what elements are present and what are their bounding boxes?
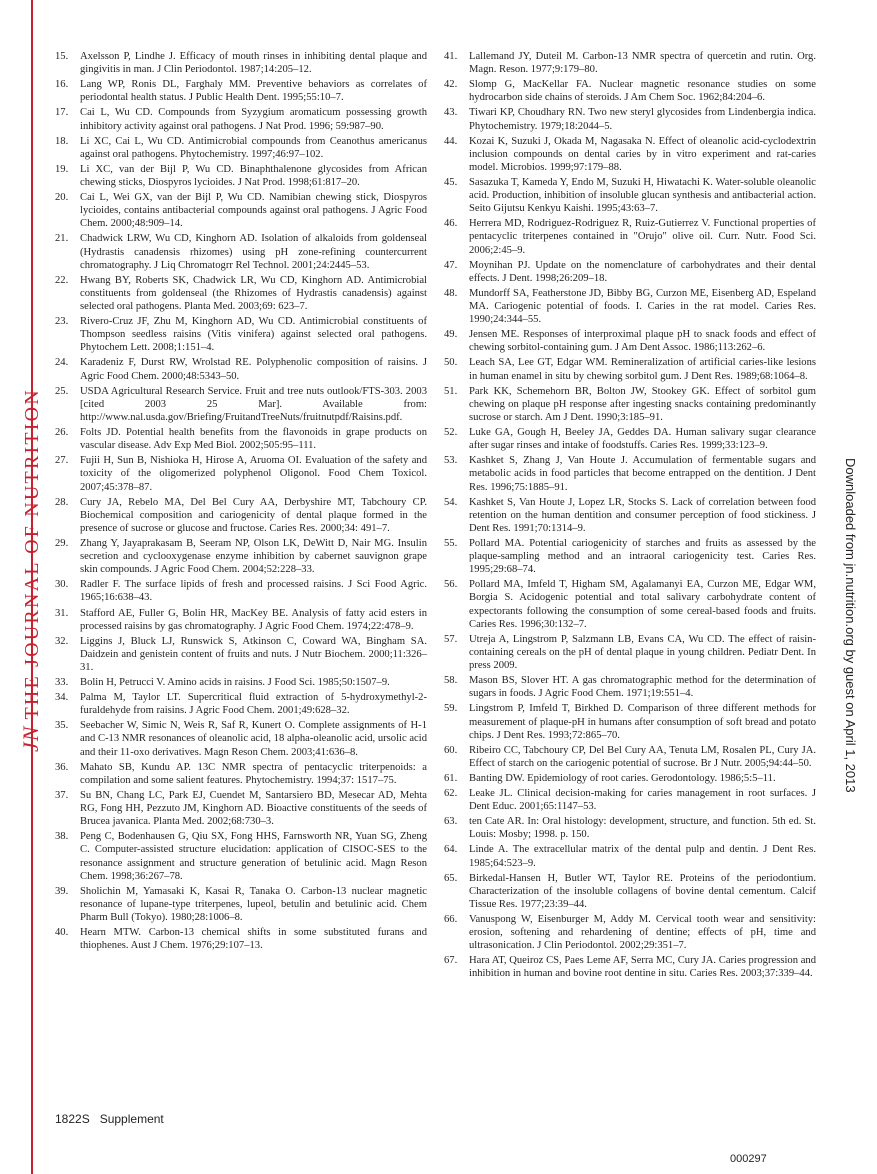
reference-item bbox=[444, 772, 816, 785]
reference-number: 45. bbox=[444, 176, 458, 188]
references-left-column bbox=[55, 50, 427, 954]
reference-item bbox=[55, 635, 427, 674]
reference-item bbox=[444, 537, 816, 576]
reference-number: 18. bbox=[55, 135, 69, 147]
reference-item bbox=[444, 702, 816, 741]
reference-item bbox=[55, 106, 427, 132]
reference-number: 44. bbox=[444, 135, 458, 147]
reference-item bbox=[444, 496, 816, 535]
reference-number: 32. bbox=[55, 635, 69, 647]
reference-item bbox=[444, 954, 816, 980]
reference-number: 60. bbox=[444, 744, 458, 756]
reference-text: Seebacher W, Simic N, Weis R, Saf R, Kunert O. Complete assignments of H-1 and C-13 NMR resonances of oleanolic acid, 18 alpha-oleanolic acid, ursolic acid and their 11-oxo derivatives. Magn Reson Chem. 2003;41:636–8. bbox=[80, 720, 427, 758]
reference-item bbox=[55, 191, 427, 230]
reference-item bbox=[444, 176, 816, 215]
reference-item bbox=[444, 787, 816, 813]
reference-text: Pollard MA, Imfeld T, Higham SM, Agalamanyi EA, Curzon ME, Edgar WM, Borgia S. Acidogenic potential and total salivary carbohydrate content of expectorants following the consumption of some cereal-based foods and fruits. Caries Res. 1996;30:132–7. bbox=[469, 579, 816, 630]
reference-number: 56. bbox=[444, 579, 458, 591]
reference-number: 42. bbox=[444, 79, 458, 91]
reference-item bbox=[444, 217, 816, 256]
reference-number: 61. bbox=[444, 772, 458, 784]
reference-item bbox=[444, 78, 816, 104]
reference-number: 63. bbox=[444, 816, 458, 828]
reference-number: 36. bbox=[55, 761, 69, 773]
reference-number: 62. bbox=[444, 787, 458, 799]
reference-item bbox=[55, 385, 427, 424]
reference-text: Li XC, van der Bijl P, Wu CD. Binaphthalenone glycosides from African chewing sticks, Diospyros lycioides. J Nat Prod. 1998;61:817–20. bbox=[80, 163, 427, 188]
reference-number: 57. bbox=[444, 633, 458, 645]
reference-text: Luke GA, Gough H, Beeley JA, Geddes DA. Human salivary sugar clearance after sugar rinses and intake of foodstuffs. Caries Res. 1999;33:123–9. bbox=[469, 427, 816, 452]
reference-text: Folts JD. Potential health benefits from the flavonoids in grape products on vascular disease. Adv Exp Med Biol. 2002;505:95–111. bbox=[80, 427, 427, 452]
reference-text: Mahato SB, Kundu AP. 13C NMR spectra of pentacyclic triterpenoids: a compilation and some salient features. Phytochemistry. 1994;37: 1517–75. bbox=[80, 761, 427, 786]
reference-item bbox=[444, 633, 816, 672]
reference-number: 35. bbox=[55, 720, 69, 732]
reference-text: Axelsson P, Lindhe J. Efficacy of mouth rinses in inhibiting dental plaque and gingivitis in man. J Clin Periodontol. 1987;14:205–12. bbox=[80, 51, 427, 76]
reference-item bbox=[55, 356, 427, 382]
reference-text: Jensen ME. Responses of interproximal plaque pH to snack foods and effect of chewing sorbitol-containing gum. J Am Dent Assoc. 1986;113:262–6. bbox=[469, 329, 816, 354]
reference-item bbox=[444, 815, 816, 841]
reference-number: 47. bbox=[444, 259, 458, 271]
reference-text: Sholichin M, Yamasaki K, Kasai R, Tanaka O. Carbon-13 nuclear magnetic resonance of lupane-type triterpenes, lupeol, betulin and betulinic acid. Chem Pharm Bull (Tokyo). 1980;28:1006–8. bbox=[80, 885, 427, 924]
reference-text: Radler F. The surface lipids of fresh and processed raisins. J Sci Food Agric. 1965;16:638–43. bbox=[80, 579, 427, 604]
reference-text: USDA Agricultural Research Service. Fruit and tree nuts outlook/FTS-303. 2003 [cited 2003 25 Mar]. Available from: http://www.nal.usda.gov/Briefing/FruitandTreeNuts/fruitnutpdf/Raisins.pdf. bbox=[80, 385, 427, 423]
reference-item bbox=[55, 454, 427, 493]
reference-item bbox=[55, 885, 427, 924]
reference-text: Herrera MD, Rodriguez-Rodriguez R, Ruiz-Gutierrez V. Functional properties of pentacyclic triterpenes contained in "Orujo" olive oil. Curr. Nutr. Food Sci. 2006;2:45–9. bbox=[469, 218, 816, 256]
reference-number: 16. bbox=[55, 79, 69, 91]
reference-number: 23. bbox=[55, 316, 69, 328]
reference-item bbox=[444, 356, 816, 382]
reference-number: 55. bbox=[444, 537, 458, 549]
reference-number: 25. bbox=[55, 385, 69, 397]
references-right-column bbox=[444, 50, 816, 983]
reference-text: Zhang Y, Jayaprakasam B, Seeram NP, Olson LK, DeWitt D, Nair MG. Insulin secretion and cyclooxygenase enzyme inhibition by cabernet sauvignon grape skin compounds. J Agric Food Chem. 2004;52:228–33. bbox=[80, 537, 427, 576]
reference-text: Cai L, Wu CD. Compounds from Syzygium aromaticum possessing growth inhibitory activity against oral pathogens. J Nat Prod. 1996; 59:987–90. bbox=[80, 107, 427, 132]
reference-text: Linde A. The extracellular matrix of the dental pulp and dentin. J Dent Res. 1985;64:523–9. bbox=[469, 844, 816, 869]
reference-text: Palma M, Taylor LT. Supercritical fluid extraction of 5-hydroxymethyl-2-furaldehyde from raisins. J Agric Food Chem. 2001;49:628–32. bbox=[80, 692, 427, 717]
section-label: Supplement bbox=[99, 1112, 164, 1126]
reference-item bbox=[55, 163, 427, 189]
reference-text: Liggins J, Bluck LJ, Runswick S, Atkinson C, Coward WA, Bingham SA. Daidzein and genistein content of fruits and nuts. J Nutr Biochem. 2000;11:326–31. bbox=[80, 635, 427, 674]
reference-number: 54. bbox=[444, 496, 458, 508]
reference-text: Birkedal-Hansen H, Butler WT, Taylor RE. Proteins of the periodontium. Characterization of the insoluble collagens of bovine dental cementum. Calcif Tissue Res. 1977;23:39–44. bbox=[469, 872, 816, 910]
reference-text: Tiwari KP, Choudhary RN. Two new steryl glycosides from Lindenbergia indica. Phytochemistry. 1979;18:2044–5. bbox=[469, 107, 816, 132]
reference-text: Hwang BY, Roberts SK, Chadwick LR, Wu CD, Kinghorn AD. Antimicrobial constituents from goldenseal (the Rhizomes of Hydrastis canadensis) against selected oral pathogens. Planta Med. 2003;69: 623–7. bbox=[80, 274, 427, 313]
reference-text: Cai L, Wei GX, van der Bijl P, Wu CD. Namibian chewing stick, Diospyros lycioides, contains antibacterial compounds against oral pathogens. J Agric Food Chem. 2000;48:909–14. bbox=[80, 192, 427, 230]
reference-text: Li XC, Cai L, Wu CD. Antimicrobial compounds from Ceanothus americanus against oral pathogens. Phytochemistry. 1997;46:97–102. bbox=[80, 135, 427, 160]
reference-item bbox=[55, 676, 427, 689]
reference-item bbox=[55, 232, 427, 271]
reference-number: 33. bbox=[55, 677, 69, 689]
reference-number: 17. bbox=[55, 107, 69, 119]
reference-item bbox=[444, 50, 816, 76]
reference-text: Rivero-Cruz JF, Zhu M, Kinghorn AD, Wu CD. Antimicrobial constituents of Thompson seedless raisins (Vitis vinifera) against selected oral pathogens. Phytochem Lett. 2008;1:151–4. bbox=[80, 316, 427, 354]
reference-text: Mason BS, Slover HT. A gas chromatographic method for the determination of sugars in foods. J Agric Food Chem. 1971;19:551–4. bbox=[469, 675, 816, 700]
reference-item bbox=[444, 913, 816, 952]
journal-title: THE JOURNAL OF NUTRITION bbox=[21, 388, 43, 720]
reference-number: 53. bbox=[444, 455, 458, 467]
reference-number: 52. bbox=[444, 427, 458, 439]
reference-text: Bolin H, Petrucci V. Amino acids in raisins. J Food Sci. 1985;50:1507–9. bbox=[80, 677, 390, 689]
reference-number: 15. bbox=[55, 51, 69, 62]
reference-text: Lingstrom P, Imfeld T, Birkhed D. Comparison of three different methods for measurement of plaque-pH in humans after consumption of soft bread and potato chips. J Dent Res. 1993;72:865–70. bbox=[469, 703, 816, 741]
journal-logo-mark: JN bbox=[18, 725, 43, 752]
reference-item bbox=[444, 578, 816, 631]
reference-item bbox=[444, 259, 816, 285]
reference-number: 66. bbox=[444, 913, 458, 925]
reference-item bbox=[55, 578, 427, 604]
reference-text: Kashket S, Zhang J, Van Houte J. Accumulation of fermentable sugars and metabolic acids in food particles that become entrapped on the dentition. J Dent Res. 1996;75:1885–91. bbox=[469, 455, 816, 493]
reference-number: 39. bbox=[55, 885, 69, 897]
reference-number: 22. bbox=[55, 274, 69, 286]
reference-text: Utreja A, Lingstrom P, Salzmann LB, Evans CA, Wu CD. The effect of raisin-containing cereals on the pH of dental plaque in young children. Pediatr Dent. In press 2009. bbox=[469, 633, 816, 672]
reference-number: 37. bbox=[55, 789, 69, 801]
page-footer bbox=[55, 1112, 174, 1126]
reference-text: Stafford AE, Fuller G, Bolin HR, MacKey BE. Analysis of fatty acid esters in processed raisins by gas chromatography. J Agric Food Chem. 1974;22:478–9. bbox=[80, 607, 427, 632]
reference-number: 64. bbox=[444, 844, 458, 856]
reference-item bbox=[444, 135, 816, 174]
reference-text: Karadeniz F, Durst RW, Wrolstad RE. Polyphenolic composition of raisins. J Agric Food Chem. 2000;48:5343–50. bbox=[80, 357, 427, 382]
reference-number: 50. bbox=[444, 357, 458, 369]
reference-number: 19. bbox=[55, 163, 69, 175]
reference-number: 40. bbox=[55, 927, 69, 939]
reference-item bbox=[55, 926, 427, 952]
reference-number: 29. bbox=[55, 537, 69, 549]
reference-text: Park KK, Schemehorn BR, Bolton JW, Stookey GK. Effect of sorbitol gum chewing on plaque pH response after ingesting snacks containing predominantly sucrose or starch. Am J Dent. 1990;3:185–91. bbox=[469, 385, 816, 423]
reference-text: Lang WP, Ronis DL, Farghaly MM. Preventive behaviors as correlates of periodontal health status. J Public Health Dent. 1995;55:10–7. bbox=[80, 79, 427, 104]
reference-number: 20. bbox=[55, 192, 69, 204]
reference-item bbox=[55, 691, 427, 717]
reference-number: 65. bbox=[444, 872, 458, 884]
page-number: 1822S bbox=[55, 1112, 90, 1126]
reference-number: 43. bbox=[444, 107, 458, 119]
reference-number: 27. bbox=[55, 455, 69, 467]
reference-text: Vanuspong W, Eisenburger M, Addy M. Cervical tooth wear and sensitivity: erosion, softening and rehardening of dentine; effects of pH, time and ultrasonication. J Clin Periodontol. 2002;29:351–7. bbox=[469, 913, 816, 952]
reference-item bbox=[444, 454, 816, 493]
reference-number: 26. bbox=[55, 427, 69, 439]
reference-number: 30. bbox=[55, 579, 69, 591]
reference-text: Kozai K, Suzuki J, Okada M, Nagasaka N. Effect of oleanolic acid-cyclodextrin inclusion compounds on dental caries by in vitro experiment and rat-caries model. Microbios. 1999;97:179–88. bbox=[469, 135, 816, 173]
reference-text: Leake JL. Clinical decision-making for caries management in root surfaces. J Dent Educ. 2001;65:1147–53. bbox=[469, 787, 816, 813]
reference-number: 38. bbox=[55, 831, 69, 843]
reference-text: Moynihan PJ. Update on the nomenclature of carbohydrates and their dental effects. J Dent. 1998;26:209–18. bbox=[469, 259, 816, 284]
reference-item bbox=[444, 328, 816, 354]
reference-item bbox=[444, 426, 816, 452]
reference-item bbox=[444, 674, 816, 700]
reference-item bbox=[55, 830, 427, 883]
reference-item bbox=[55, 315, 427, 354]
reference-item bbox=[444, 872, 816, 911]
reference-number: 58. bbox=[444, 675, 458, 687]
reference-item bbox=[444, 287, 816, 326]
download-note-text: Downloaded from jn.nutrition.org by guest on April 1, 2013 bbox=[843, 458, 858, 793]
reference-text: Leach SA, Lee GT, Edgar WM. Remineralization of artificial caries-like lesions in human enamel in situ by chewing sorbitol gum. J Dent Res. 1989;68:1064–8. bbox=[469, 357, 816, 382]
reference-number: 49. bbox=[444, 329, 458, 341]
reference-item bbox=[55, 78, 427, 104]
reference-number: 21. bbox=[55, 233, 69, 245]
reference-item bbox=[444, 385, 816, 424]
reference-item bbox=[55, 50, 427, 76]
reference-number: 24. bbox=[55, 357, 69, 369]
reference-text: ten Cate AR. In: Oral histology: development, structure, and function. 5th ed. St. Louis: Mosby; 1998. p. 150. bbox=[469, 816, 816, 841]
reference-number: 51. bbox=[444, 385, 458, 397]
reference-text: Cury JA, Rebelo MA, Del Bel Cury AA, Derbyshire MT, Tabchoury CP. Biochemical composition and cariogenicity of dental plaque formed in the presence of sucrose or glucose and fructose. Caries Res. 2000;34: 491–7. bbox=[80, 496, 427, 534]
reference-number: 48. bbox=[444, 287, 458, 299]
reference-number: 28. bbox=[55, 496, 69, 508]
reference-item bbox=[55, 135, 427, 161]
reference-text: Fujii H, Sun B, Nishioka H, Hirose A, Aruoma OI. Evaluation of the safety and toxicity of the oligomerized polyphenol Oligonol. Food Chem Toxicol. 2007;45:378–87. bbox=[80, 455, 427, 493]
reference-number: 34. bbox=[55, 692, 69, 704]
reference-item bbox=[55, 496, 427, 535]
reference-number: 46. bbox=[444, 218, 458, 230]
reference-text: Lallemand JY, Duteil M. Carbon-13 NMR spectra of quercetin and rutin. Org. Magn. Reson. 1977;9:179–80. bbox=[469, 51, 816, 76]
reference-text: Pollard MA. Potential cariogenicity of starches and fruits as assessed by the plaque-sampling method and an intraoral cariogenicity test. Caries Res. 1995;29:68–74. bbox=[469, 537, 816, 576]
reference-text: Peng C, Bodenhausen G, Qiu SX, Fong HHS, Farnsworth NR, Yuan SG, Zheng C. Computer-assisted structure elucidation: application of CISOC-SES to the resonance assignment and structure generation of betulinic acid. Magn Reson Chem. 1998;36:267–78. bbox=[80, 831, 427, 882]
reference-text: Su BN, Chang LC, Park EJ, Cuendet M, Santarsiero BD, Mesecar AD, Mehta RG, Fong HH, Pezzuto JM, Kinghorn AD. Bioactive constituents of the seeds of Brucea javanica. Planta Med. 2002;68:730–3. bbox=[80, 789, 427, 828]
reference-text: Hara AT, Queiroz CS, Paes Leme AF, Serra MC, Cury JA. Caries progression and inhibition in human and bovine root dentine in situ. Caries Res. 2003;37:339–44. bbox=[469, 955, 816, 980]
reference-item bbox=[55, 719, 427, 758]
reference-text: Mundorff SA, Featherstone JD, Bibby BG, Curzon ME, Eisenberg AD, Espeland MA. Cariogenic potential of foods. I. Caries in the rat model. Caries Res. 1990;24:344–55. bbox=[469, 287, 816, 326]
reference-number: 41. bbox=[444, 51, 458, 62]
reference-text: Banting DW. Epidemiology of root caries. Gerodontology. 1986;5:5–11. bbox=[469, 772, 776, 784]
reference-text: Slomp G, MacKellar FA. Nuclear magnetic resonance studies on some hydrocarbon side chains of steroids. J Am Chem Soc. 1962;84:204–6. bbox=[469, 79, 816, 104]
reference-text: Sasazuka T, Kameda Y, Endo M, Suzuki H, Hiwatachi K. Water-soluble oleanolic acid. Production, inhibition of insoluble glucan synthesis and antibacterial action. Seito Gijutsu Kenkyu Kaishi. 1995;43:63–7. bbox=[469, 176, 816, 215]
reference-text: Ribeiro CC, Tabchoury CP, Del Bel Cury AA, Tenuta LM, Rosalen PL, Cury JA. Effect of starch on the cariogenic potential of sucrose. Br J Nutr. 2005;94:44–50. bbox=[469, 744, 816, 769]
reference-item bbox=[444, 744, 816, 770]
reference-item bbox=[55, 426, 427, 452]
reference-item bbox=[55, 789, 427, 828]
reference-text: Chadwick LRW, Wu CD, Kinghorn AD. Isolation of alkaloids from goldenseal (Hydrastis canadensis rhizomes) using pH zone-refining countercurrent chromatography. J Liq Chromatogrr Rel Technol. 2001;24:2445–53. bbox=[80, 233, 427, 271]
reference-item bbox=[444, 106, 816, 132]
reference-item bbox=[55, 537, 427, 576]
reference-number: 59. bbox=[444, 703, 458, 715]
reference-text: Kashket S, Van Houte J, Lopez LR, Stocks S. Lack of correlation between food retention on the human dentition and consumer perception of food stickiness. J Dent Res. 1991;70:1314–9. bbox=[469, 496, 816, 534]
reference-item bbox=[444, 843, 816, 869]
reference-number: 67. bbox=[444, 955, 458, 967]
reference-number: 31. bbox=[55, 607, 69, 619]
reference-item bbox=[55, 607, 427, 633]
document-stamp: 000297 bbox=[730, 1153, 767, 1165]
reference-text: Hearn MTW. Carbon-13 chemical shifts in some substituted furans and thiophenes. Aust J Chem. 1976;29:107–13. bbox=[80, 927, 427, 952]
reference-item bbox=[55, 761, 427, 787]
reference-item bbox=[55, 274, 427, 313]
